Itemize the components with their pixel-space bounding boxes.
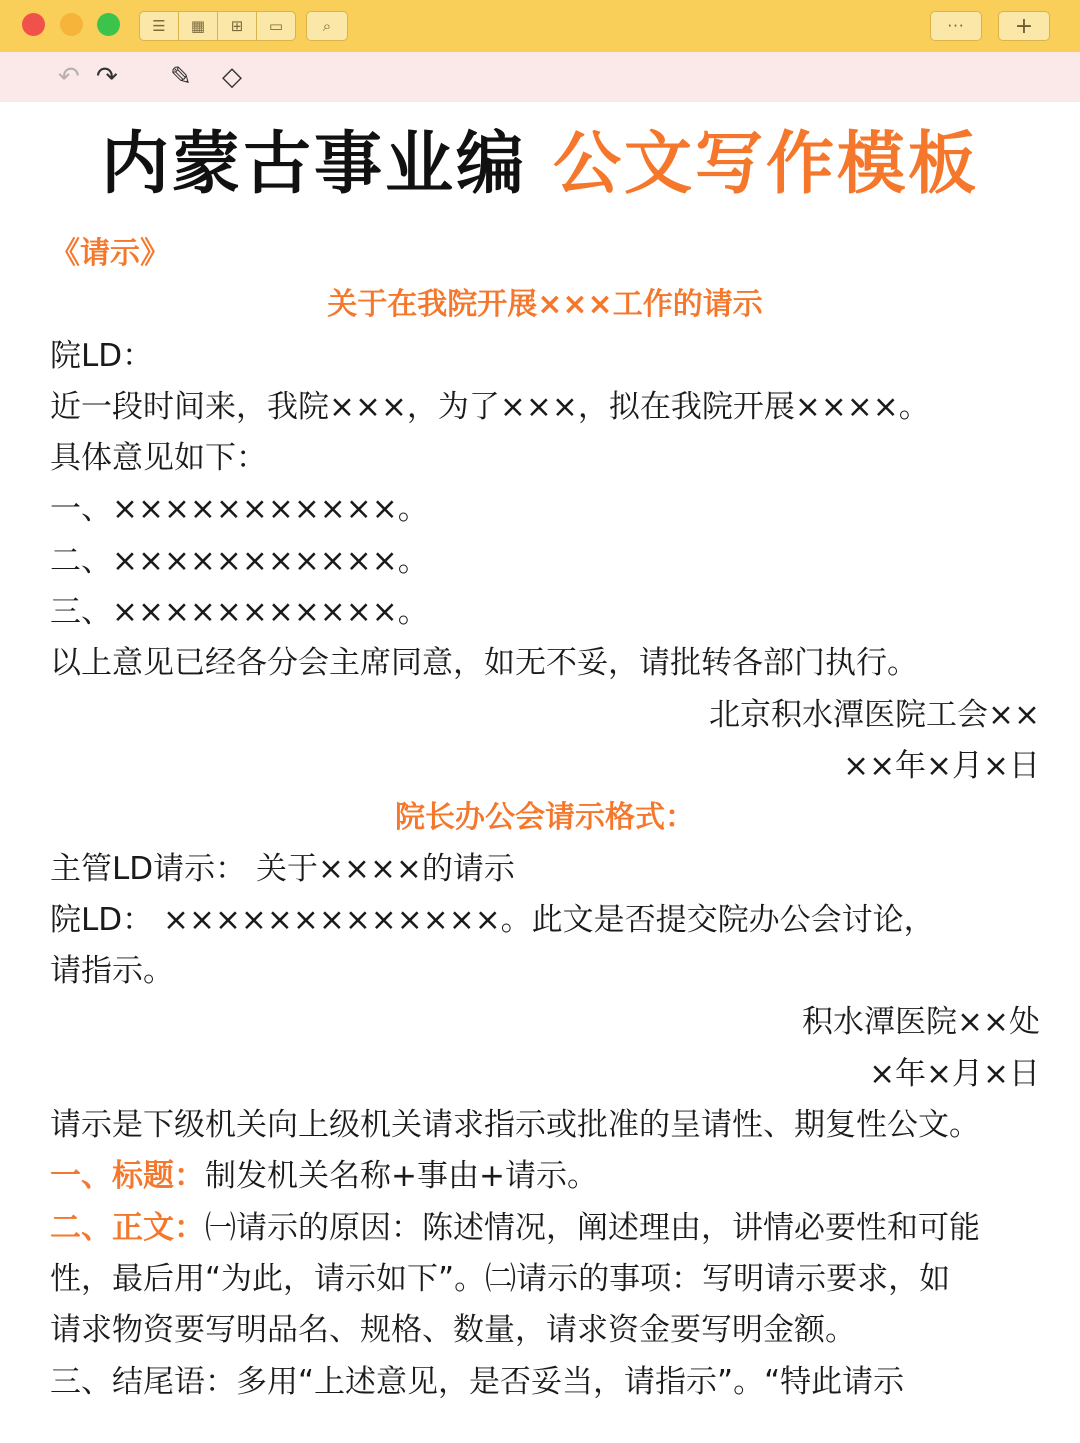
- map-icon[interactable]: ⊞: [218, 12, 257, 40]
- add-button[interactable]: +: [998, 11, 1050, 41]
- text-line: 请示是下级机关向上级机关请求指示或批准的呈请性、期复性公文。: [50, 1107, 980, 1144]
- text-line: 以上意见已经各分会主席同意，如无不妥，请批转各部门执行。: [50, 645, 918, 682]
- title-part2: 公文写作模板: [553, 125, 980, 204]
- title-part1: 内蒙古事业编: [100, 125, 527, 204]
- point-label: 一、标题：: [50, 1158, 205, 1195]
- window-icon[interactable]: ▭: [268, 17, 284, 35]
- text-line: [50, 1203, 1040, 1254]
- text-line: 请指示。: [50, 953, 174, 990]
- undo-icon[interactable]: ↶: [58, 62, 80, 92]
- edit-toolbar: [0, 52, 1080, 102]
- close-window-button[interactable]: [22, 13, 45, 36]
- date: ×年×月×日: [869, 1055, 1040, 1092]
- search-icon[interactable]: ⌕: [306, 11, 348, 41]
- text-line: 具体意见如下：: [50, 440, 267, 477]
- text-line: 主管LD请示： 关于××××的请示: [50, 850, 515, 887]
- document-body: [50, 228, 1040, 1408]
- window-titlebar: [0, 0, 1080, 52]
- heading-request: 关于在我院开展×××工作的请示: [327, 287, 763, 323]
- point-text: ㈠请示的原因：陈述情况，阐述理由，讲情必要性和可能: [205, 1209, 980, 1246]
- text-line: 性，最后用“为此，请示如下”。㈡请示的事项：写明请示要求，如: [50, 1260, 951, 1297]
- text-line: 院LD： ×××××××××××××。此文是否提交院办公会讨论，: [50, 901, 935, 938]
- text-line: 二、×××××××××××。: [50, 542, 429, 579]
- zoom-window-button[interactable]: [97, 13, 120, 36]
- redo-icon[interactable]: ↷: [96, 62, 118, 92]
- date: ××年×月×日: [843, 747, 1040, 784]
- text-line: 请求物资要写明品名、规格、数量，请求资金要写明金额。: [50, 1312, 856, 1349]
- text-line: [50, 1151, 1040, 1202]
- point-text: 制发机关名称+事由+请示。: [205, 1158, 598, 1195]
- list-icon[interactable]: ☰: [140, 12, 179, 40]
- text-line: 近一段时间来，我院×××，为了×××，拟在我院开展××××。: [50, 388, 930, 425]
- text-line: 三、结尾语：多用“上述意见，是否妥当，请指示”。“特此请示: [50, 1363, 905, 1400]
- page-title: [0, 120, 1080, 210]
- text-line: 三、×××××××××××。: [50, 594, 429, 631]
- pen-icon[interactable]: ✎: [170, 62, 192, 92]
- minimize-window-button[interactable]: [60, 13, 83, 36]
- more-button[interactable]: ···: [930, 11, 982, 41]
- grid-icon[interactable]: ▦: [179, 12, 218, 40]
- section-label: 《请示》: [50, 236, 170, 271]
- signature: 积水潭医院××处: [802, 1004, 1040, 1041]
- heading-format: 院长办公会请示格式：: [395, 800, 695, 836]
- point-label: 二、正文：: [50, 1209, 205, 1246]
- text-line: 院LD：: [50, 337, 154, 374]
- text-line: 一、×××××××××××。: [50, 491, 429, 528]
- eraser-icon[interactable]: ◇: [222, 62, 242, 92]
- view-segmented-control: [139, 11, 296, 41]
- signature: 北京积水潭医院工会××: [709, 696, 1040, 733]
